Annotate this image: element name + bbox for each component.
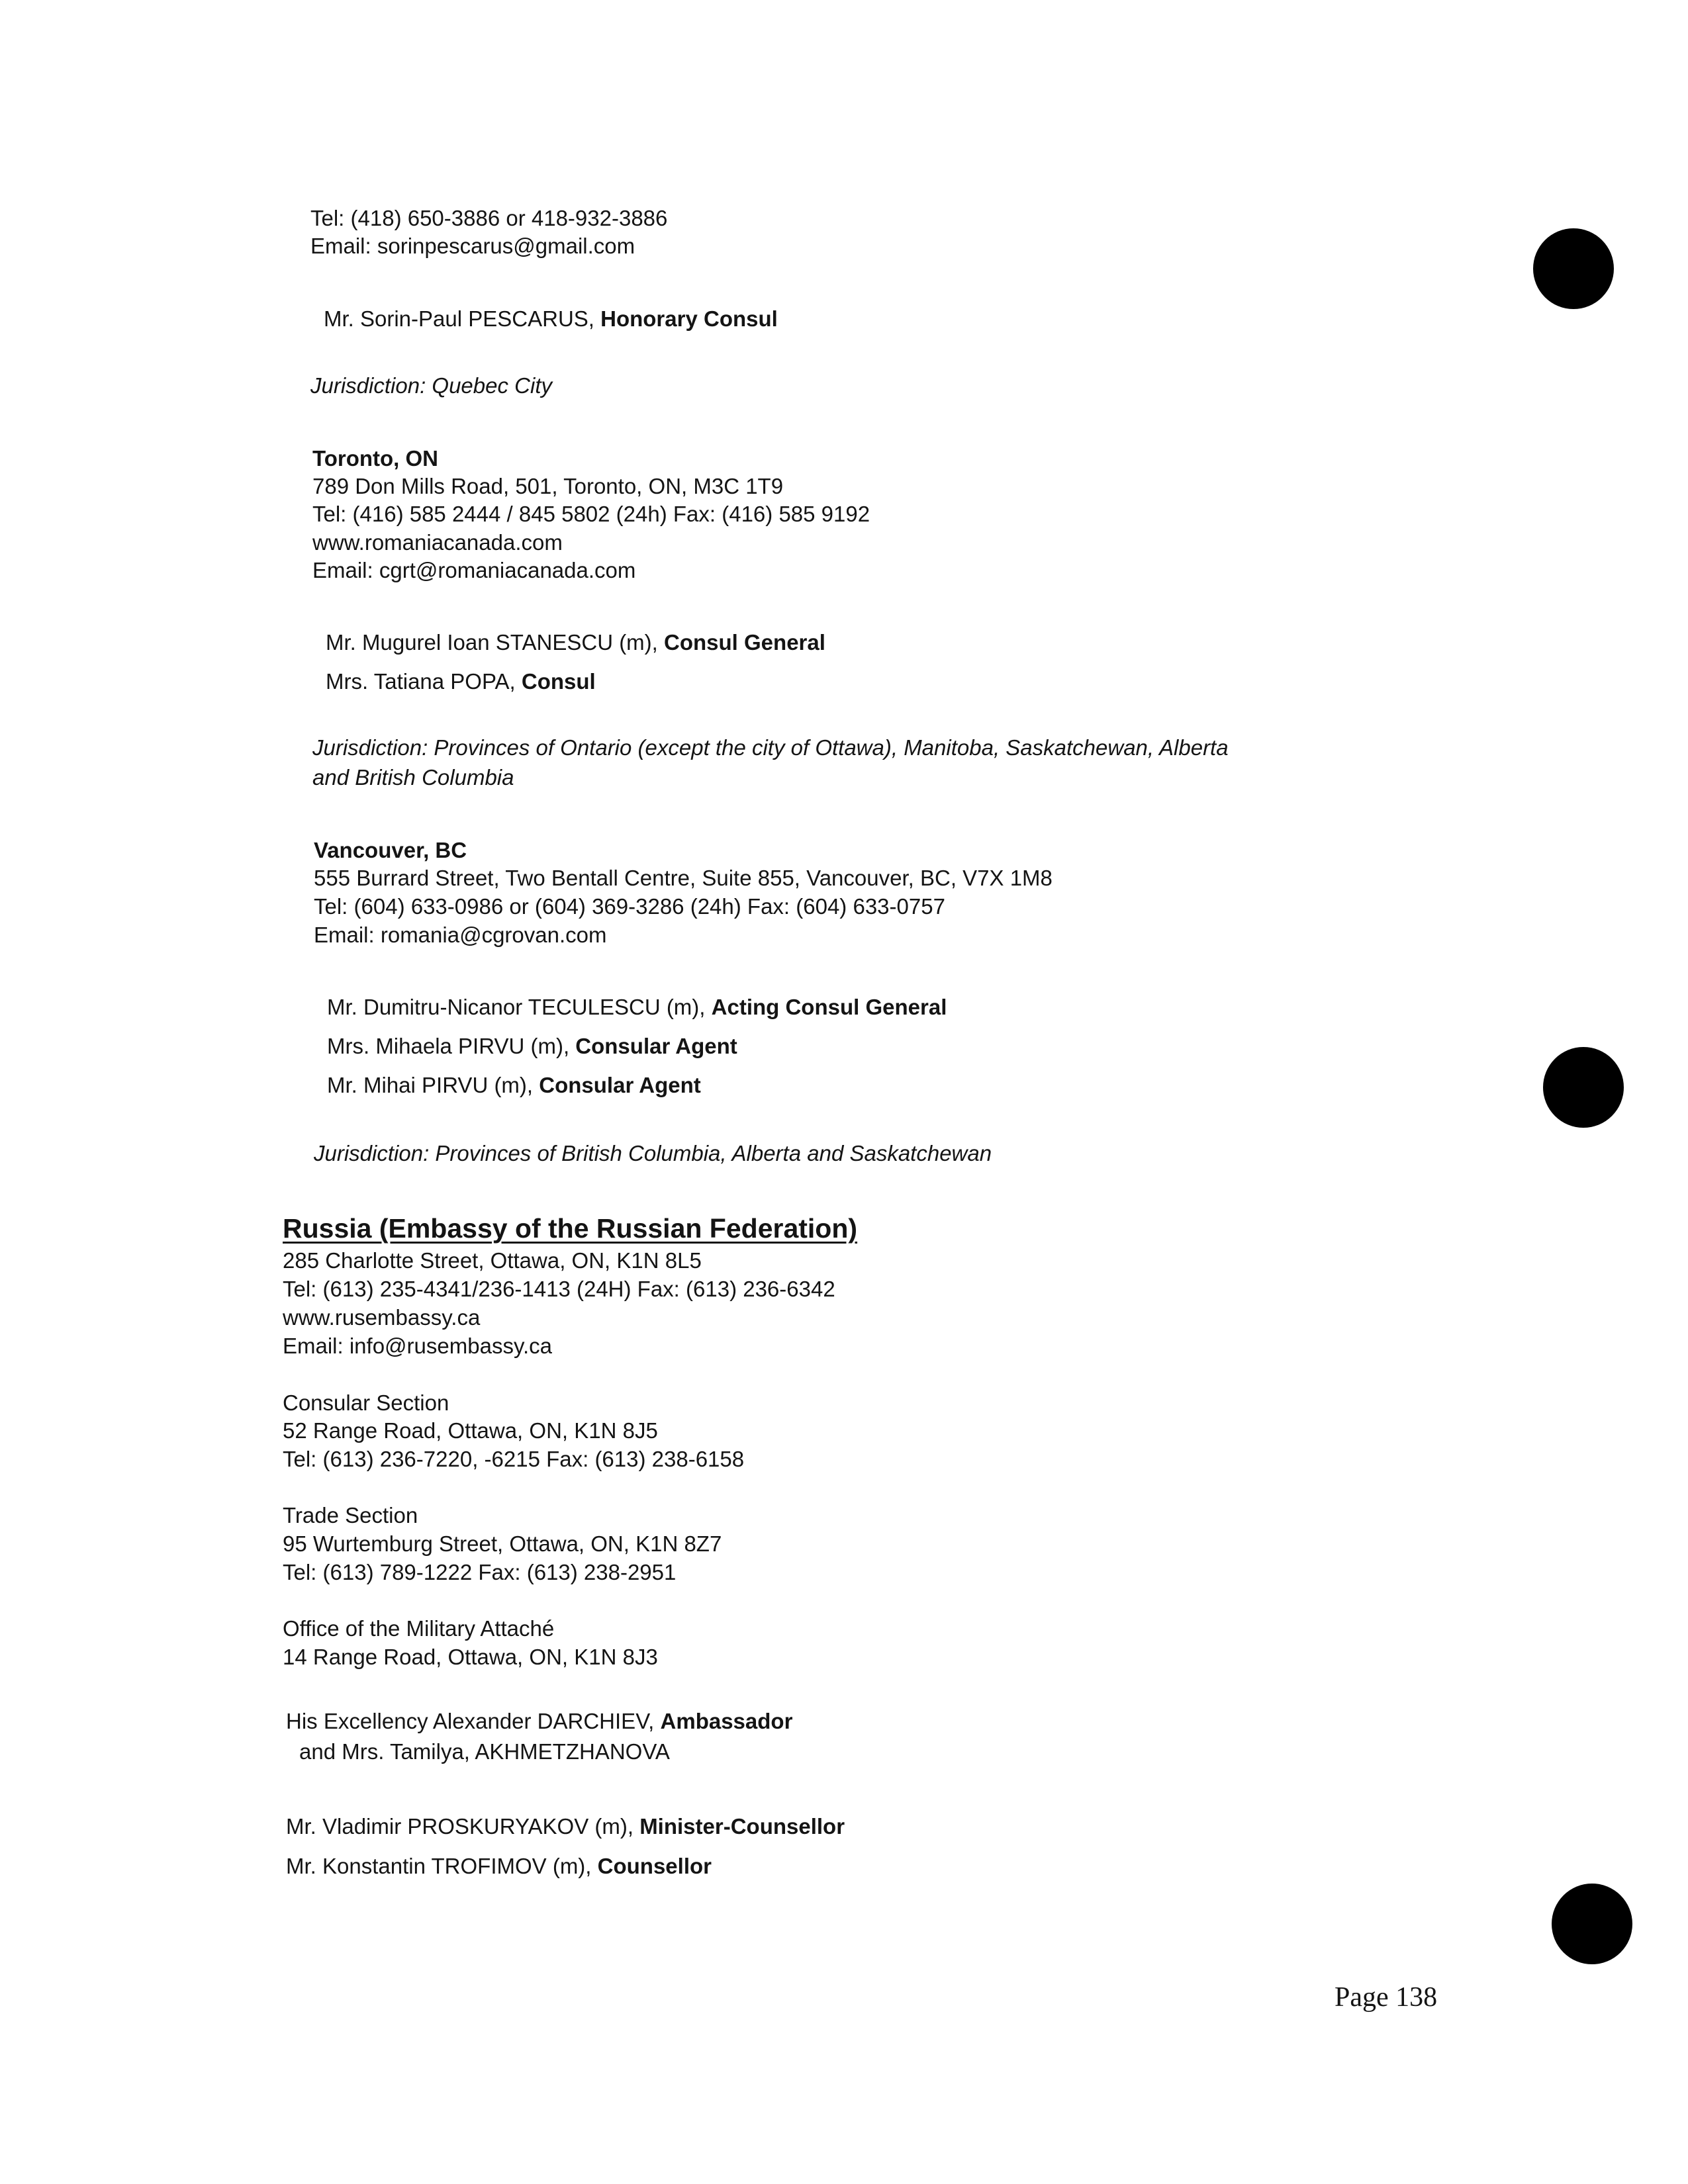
vancouver-jurisdiction: Jurisdiction: Provinces of British Columbia, Alberta and Saskatchewan	[314, 1141, 992, 1165]
toronto-address: 789 Don Mills Road, 501, Toronto, ON, M3C 1T9	[312, 474, 784, 498]
staff-title: Counsellor	[597, 1854, 712, 1878]
binder-hole-top	[1533, 228, 1614, 309]
toronto-staff-2	[326, 668, 596, 695]
consular-section-tel: Tel: (613) 236-7220, -6215 Fax: (613) 238-6158	[283, 1447, 745, 1471]
staff-name: Mr. Konstantin TROFIMOV (m),	[286, 1854, 598, 1878]
toronto-website: www.romaniacanada.com	[312, 530, 563, 555]
russia-address: 285 Charlotte Street, Ottawa, ON, K1N 8L5	[283, 1248, 702, 1273]
vancouver-address: 555 Burrard Street, Two Bentall Centre, Suite 855, Vancouver, BC, V7X 1M8	[314, 866, 1053, 890]
trade-section-address: 95 Wurtemburg Street, Ottawa, ON, K1N 8Z7	[283, 1531, 722, 1556]
consular-section-address: 52 Range Road, Ottawa, ON, K1N 8J5	[283, 1418, 658, 1443]
toronto-heading: Toronto, ON	[312, 446, 439, 471]
staff-name: Mr. Vladimir PROSKURYAKOV (m),	[286, 1814, 640, 1839]
staff-title: Consular Agent	[575, 1034, 737, 1058]
staff-title: Acting Consul General	[711, 995, 947, 1019]
russia-title: Russia (Embassy of the Russian Federation)	[283, 1213, 858, 1244]
vancouver-tel: Tel: (604) 633-0986 or (604) 369-3286 (24h) Fax: (604) 633-0757	[314, 894, 945, 919]
quebec-email: Email: sorinpescarus@gmail.com	[310, 234, 635, 258]
consular-section-heading: Consular Section	[283, 1390, 449, 1415]
binder-hole-middle	[1543, 1047, 1624, 1128]
staff-title: Honorary Consul	[600, 306, 778, 331]
staff-name: Mrs. Mihaela PIRVU (m),	[327, 1034, 576, 1058]
quebec-jurisdiction: Jurisdiction: Quebec City	[310, 373, 552, 398]
toronto-jurisdiction-line-1: Jurisdiction: Provinces of Ontario (except the city of Ottawa), Manitoba, Saskatchewan, Alberta	[312, 735, 1229, 760]
vancouver-email: Email: romania@cgrovan.com	[314, 923, 607, 947]
vancouver-staff-3	[327, 1072, 701, 1099]
staff-title: Ambassador	[660, 1709, 793, 1733]
ambassador-spouse: and Mrs. Tamilya, AKHMETZHANOVA	[299, 1739, 670, 1764]
vancouver-heading: Vancouver, BC	[314, 838, 467, 862]
staff-name: Mrs. Tatiana POPA,	[326, 669, 522, 694]
russia-staff-1	[286, 1813, 845, 1840]
russia-email: Email: info@rusembassy.ca	[283, 1334, 553, 1358]
staff-name: Mr. Mihai PIRVU (m),	[327, 1073, 539, 1097]
staff-title: Minister-Counsellor	[639, 1814, 845, 1839]
quebec-tel: Tel: (418) 650-3886 or 418-932-3886	[310, 206, 668, 230]
toronto-email: Email: cgrt@romaniacanada.com	[312, 558, 636, 582]
toronto-jurisdiction-line-2: and British Columbia	[312, 765, 514, 790]
ambassador-line	[286, 1708, 792, 1735]
staff-name: Mr. Sorin-Paul PESCARUS,	[324, 306, 601, 331]
page-number: Page 138	[1335, 1982, 1438, 2013]
binder-hole-bottom	[1552, 1884, 1632, 1964]
staff-title: Consul General	[664, 630, 825, 655]
quebec-staff-1	[324, 306, 778, 332]
russia-tel: Tel: (613) 235-4341/236-1413 (24H) Fax: (613) 236-6342	[283, 1277, 835, 1301]
vancouver-staff-2	[327, 1033, 737, 1060]
military-attache-address: 14 Range Road, Ottawa, ON, K1N 8J3	[283, 1645, 658, 1669]
staff-title: Consular Agent	[539, 1073, 701, 1097]
staff-title: Consul	[521, 669, 596, 694]
vancouver-staff-1	[327, 994, 947, 1021]
trade-section-tel: Tel: (613) 789-1222 Fax: (613) 238-2951	[283, 1560, 677, 1584]
military-attache-heading: Office of the Military Attaché	[283, 1616, 555, 1641]
toronto-staff-1	[326, 629, 825, 656]
russia-staff-2	[286, 1853, 712, 1880]
staff-name: His Excellency Alexander DARCHIEV,	[286, 1709, 661, 1733]
staff-name: Mr. Mugurel Ioan STANESCU (m),	[326, 630, 665, 655]
staff-name: Mr. Dumitru-Nicanor TECULESCU (m),	[327, 995, 712, 1019]
trade-section-heading: Trade Section	[283, 1503, 418, 1527]
toronto-tel: Tel: (416) 585 2444 / 845 5802 (24h) Fax: (416) 585 9192	[312, 502, 870, 526]
russia-website: www.rusembassy.ca	[283, 1305, 481, 1330]
